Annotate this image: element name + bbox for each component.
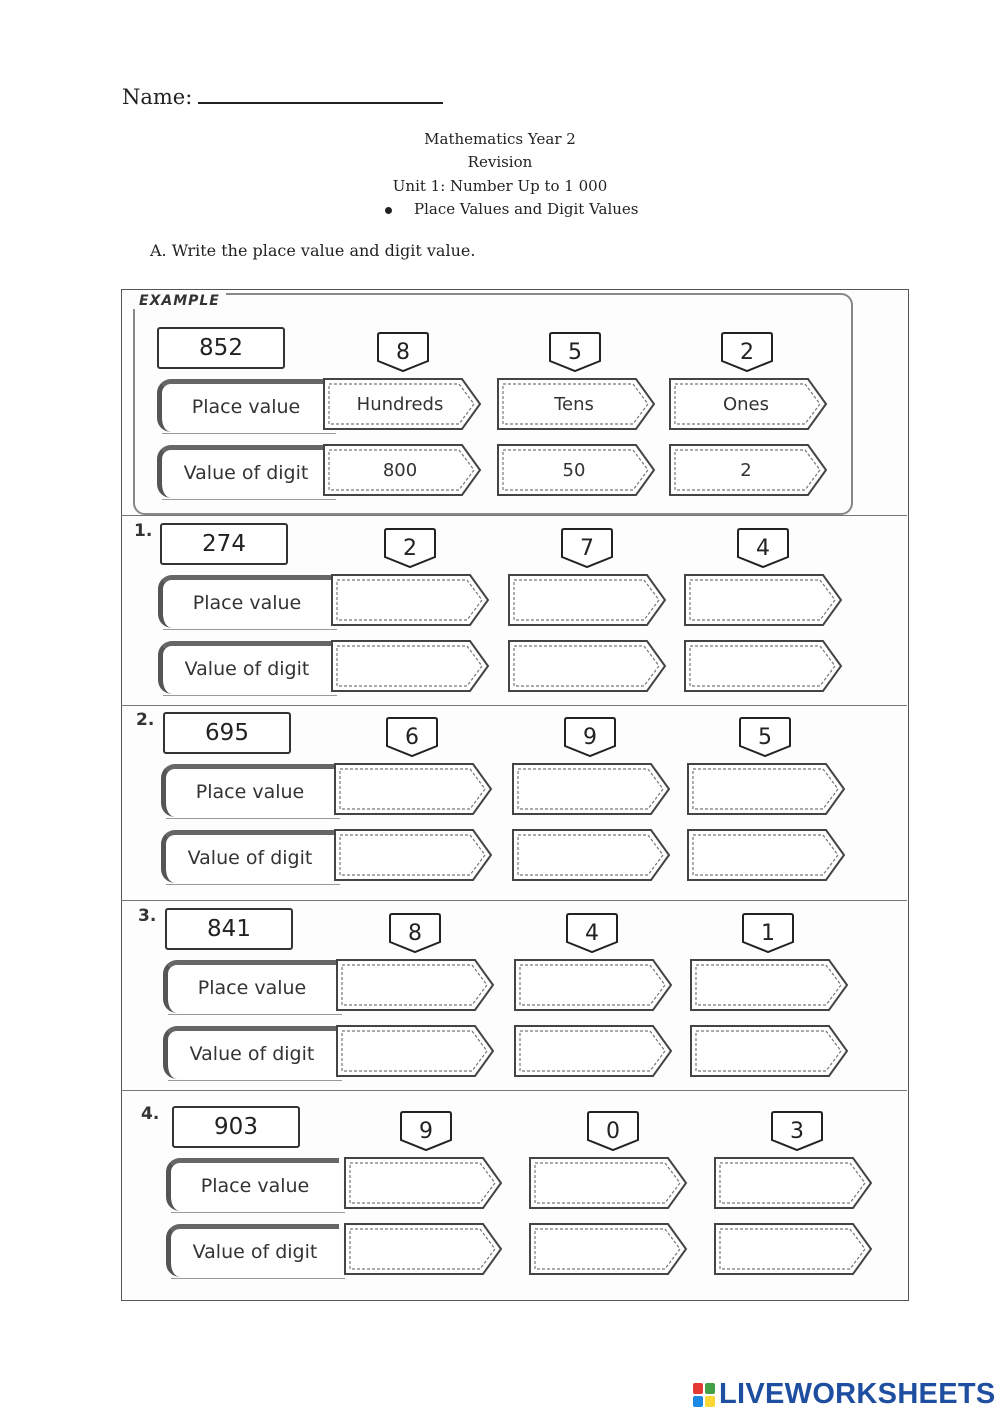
digit-value: 1	[761, 921, 775, 946]
digit-value: 2	[403, 536, 417, 561]
digit-value: 0	[606, 1119, 620, 1144]
place-value-answer-box[interactable]	[343, 1156, 503, 1210]
digit-tag	[560, 527, 614, 569]
digit-value-answer-box[interactable]	[689, 1024, 849, 1078]
digit-value-label: Value of digit	[157, 445, 330, 498]
digit-value: 9	[583, 725, 597, 750]
logo-square	[693, 1383, 703, 1394]
liveworksheets-logo-text: LIVEWORKSHEETS	[719, 1378, 996, 1410]
digit-value: 8	[408, 921, 422, 946]
digit-value-answer-box[interactable]	[686, 828, 846, 882]
answer-text: 2	[740, 460, 752, 481]
answer-text: 800	[382, 460, 418, 481]
digit-value-label: Value of digit	[161, 830, 334, 883]
header-revision: Revision	[467, 153, 533, 171]
digit-value: 3	[790, 1119, 804, 1144]
digit-tag	[741, 912, 795, 954]
place-value-answer-box[interactable]	[683, 573, 843, 627]
digit-value-answer-box	[668, 443, 828, 497]
digit-value-label: Value of digit	[163, 1026, 336, 1079]
digit-value: 6	[405, 725, 419, 750]
digit-tag	[388, 912, 442, 954]
digit-tag	[563, 716, 617, 758]
place-value-answer-box[interactable]	[689, 958, 849, 1012]
place-value-answer-box[interactable]	[333, 762, 493, 816]
digit-tag	[565, 912, 619, 954]
digit-tag	[376, 331, 430, 373]
liveworksheets-logo	[693, 1378, 996, 1411]
digit-tag	[399, 1110, 453, 1152]
digit-tag	[383, 527, 437, 569]
divider	[121, 705, 907, 706]
digit-value-answer-box[interactable]	[683, 639, 843, 693]
place-value-answer-box[interactable]	[713, 1156, 873, 1210]
place-value-answer-box[interactable]	[528, 1156, 688, 1210]
answer-text: Tens	[554, 394, 594, 415]
place-value-label: Place value	[157, 379, 330, 432]
digit-tag	[720, 331, 774, 373]
digit-tag	[385, 716, 439, 758]
digit-value: 9	[419, 1119, 433, 1144]
divider	[121, 900, 907, 901]
place-value-answer-box[interactable]	[330, 573, 490, 627]
bullet-icon	[385, 207, 392, 214]
number-box: 274	[160, 523, 288, 565]
digit-tag	[736, 527, 790, 569]
name-blank-line[interactable]	[198, 84, 443, 104]
digit-value: 2	[740, 340, 754, 365]
header-topic-text: Place Values and Digit Values	[414, 200, 639, 218]
digit-value: 5	[758, 725, 772, 750]
example-tag: EXAMPLE	[133, 293, 226, 309]
number-box: 695	[163, 712, 291, 754]
digit-value-answer-box[interactable]	[343, 1222, 503, 1276]
answer-text: 50	[562, 460, 586, 481]
digit-value-answer-box[interactable]	[507, 639, 667, 693]
digit-value-answer-box[interactable]	[528, 1222, 688, 1276]
digit-value: 8	[396, 340, 410, 365]
digit-tag	[548, 331, 602, 373]
name-label: Name:	[122, 85, 193, 109]
header-subject: Mathematics Year 2	[424, 130, 576, 148]
liveworksheets-logo-icon	[693, 1383, 715, 1407]
divider	[121, 1090, 907, 1091]
digit-tag	[770, 1110, 824, 1152]
digit-tag	[586, 1110, 640, 1152]
question-number: 3.	[138, 906, 157, 926]
digit-value-answer-box[interactable]	[330, 639, 490, 693]
place-value-answer-box[interactable]	[513, 958, 673, 1012]
name-field[interactable]	[122, 84, 443, 109]
digit-value-answer-box[interactable]	[513, 1024, 673, 1078]
place-value-label: Place value	[158, 575, 331, 628]
instruction: A. Write the place value and digit value.	[150, 241, 476, 260]
place-value-label: Place value	[166, 1158, 339, 1211]
number-box: 852	[157, 327, 285, 369]
digit-value: 5	[568, 340, 582, 365]
place-value-answer-box	[496, 377, 656, 431]
header-unit: Unit 1: Number Up to 1 000	[392, 177, 608, 195]
digit-value-answer-box[interactable]	[333, 828, 493, 882]
place-value-answer-box	[322, 377, 482, 431]
logo-square	[705, 1383, 715, 1394]
divider	[121, 515, 907, 516]
place-value-label: Place value	[161, 764, 334, 817]
question-number: 1.	[134, 521, 153, 541]
question-number: 4.	[141, 1104, 160, 1124]
place-value-answer-box[interactable]	[335, 958, 495, 1012]
place-value-answer-box	[668, 377, 828, 431]
logo-square	[693, 1396, 703, 1407]
digit-value-answer-box	[322, 443, 482, 497]
digit-value-label: Value of digit	[158, 641, 331, 694]
digit-value-answer-box	[496, 443, 656, 497]
number-box: 841	[165, 908, 293, 950]
place-value-answer-box[interactable]	[686, 762, 846, 816]
digit-value: 7	[580, 536, 594, 561]
question-number: 2.	[136, 710, 155, 730]
place-value-answer-box[interactable]	[511, 762, 671, 816]
digit-value-answer-box[interactable]	[335, 1024, 495, 1078]
digit-value-label: Value of digit	[166, 1224, 339, 1277]
header-topic	[385, 200, 639, 218]
logo-square	[705, 1396, 715, 1407]
digit-value: 4	[756, 536, 770, 561]
digit-value-answer-box[interactable]	[713, 1222, 873, 1276]
number-box: 903	[172, 1106, 300, 1148]
answer-text: Ones	[722, 394, 770, 415]
digit-tag	[738, 716, 792, 758]
answer-text: Hundreds	[356, 394, 444, 415]
place-value-label: Place value	[163, 960, 336, 1013]
place-value-answer-box[interactable]	[507, 573, 667, 627]
digit-value: 4	[585, 921, 599, 946]
digit-value-answer-box[interactable]	[511, 828, 671, 882]
